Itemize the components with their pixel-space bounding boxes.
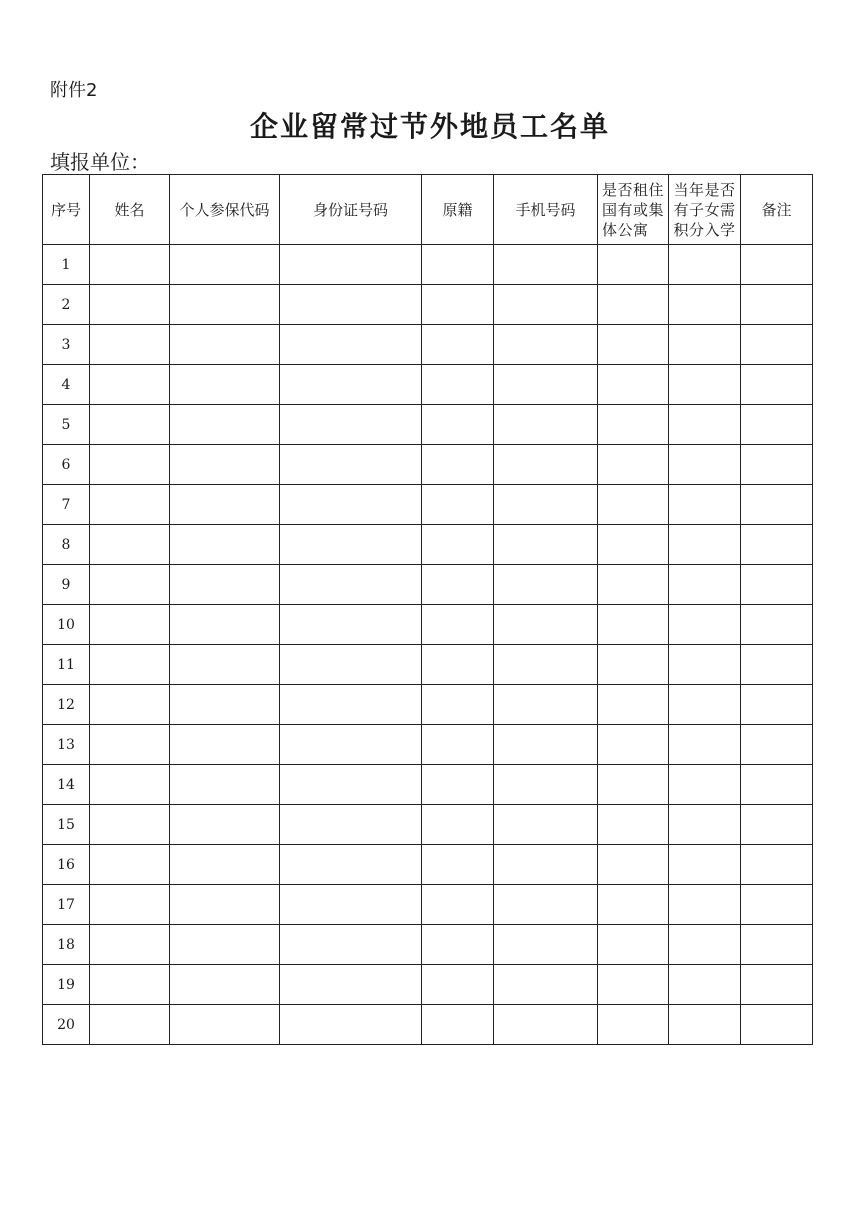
remarks-cell[interactable] <box>741 725 813 765</box>
name-cell[interactable] <box>90 605 170 645</box>
id-number-cell[interactable] <box>280 245 422 285</box>
row-number: 13 <box>43 725 90 765</box>
phone-number-cell[interactable] <box>494 925 598 965</box>
phone-number-cell[interactable] <box>494 965 598 1005</box>
name-cell[interactable] <box>90 245 170 285</box>
child-school-points-cell[interactable] <box>669 885 741 925</box>
table-row <box>43 565 813 605</box>
header-name: 姓名 <box>90 175 170 245</box>
name-cell[interactable] <box>90 285 170 325</box>
id-number-cell[interactable] <box>280 365 422 405</box>
id-number-cell[interactable] <box>280 525 422 565</box>
phone-number-cell[interactable] <box>494 605 598 645</box>
hometown-cell[interactable] <box>422 325 494 365</box>
public-apartment-cell[interactable] <box>598 885 669 925</box>
hometown-cell[interactable] <box>422 525 494 565</box>
public-apartment-cell[interactable] <box>598 1005 669 1045</box>
table-row <box>43 405 813 445</box>
hometown-cell[interactable] <box>422 845 494 885</box>
row-number: 20 <box>43 1005 90 1045</box>
name-cell[interactable] <box>90 965 170 1005</box>
remarks-cell[interactable] <box>741 845 813 885</box>
child-school-points-cell[interactable] <box>669 925 741 965</box>
phone-number-cell[interactable] <box>494 445 598 485</box>
remarks-cell[interactable] <box>741 805 813 845</box>
hometown-cell[interactable] <box>422 805 494 845</box>
id-number-cell[interactable] <box>280 405 422 445</box>
public-apartment-cell[interactable] <box>598 445 669 485</box>
row-number: 9 <box>43 565 90 605</box>
public-apartment-cell[interactable] <box>598 405 669 445</box>
name-cell[interactable] <box>90 845 170 885</box>
hometown-cell[interactable] <box>422 445 494 485</box>
table-row <box>43 765 813 805</box>
insurance-code-cell[interactable] <box>170 725 280 765</box>
row-number: 14 <box>43 765 90 805</box>
header-phone-number: 手机号码 <box>494 175 598 245</box>
name-cell[interactable] <box>90 525 170 565</box>
child-school-points-cell[interactable] <box>669 285 741 325</box>
header-child-school-points <box>669 175 741 245</box>
child-school-points-cell[interactable] <box>669 325 741 365</box>
row-number: 11 <box>43 645 90 685</box>
name-cell[interactable] <box>90 1005 170 1045</box>
id-number-cell[interactable] <box>280 445 422 485</box>
public-apartment-cell[interactable] <box>598 965 669 1005</box>
id-number-cell[interactable] <box>280 765 422 805</box>
insurance-code-cell[interactable] <box>170 245 280 285</box>
child-school-points-cell[interactable] <box>669 805 741 845</box>
row-number: 5 <box>43 405 90 445</box>
row-number: 2 <box>43 285 90 325</box>
table-row <box>43 925 813 965</box>
child-school-points-cell[interactable] <box>669 365 741 405</box>
child-school-points-cell[interactable] <box>669 565 741 605</box>
name-cell[interactable] <box>90 685 170 725</box>
remarks-cell[interactable] <box>741 405 813 445</box>
table-row <box>43 525 813 565</box>
id-number-cell[interactable] <box>280 285 422 325</box>
public-apartment-cell[interactable] <box>598 325 669 365</box>
row-number: 10 <box>43 605 90 645</box>
public-apartment-cell[interactable] <box>598 525 669 565</box>
phone-number-cell[interactable] <box>494 285 598 325</box>
phone-number-cell[interactable] <box>494 765 598 805</box>
hometown-cell[interactable] <box>422 925 494 965</box>
id-number-cell[interactable] <box>280 645 422 685</box>
insurance-code-cell[interactable] <box>170 325 280 365</box>
hometown-cell[interactable] <box>422 1005 494 1045</box>
remarks-cell[interactable] <box>741 685 813 725</box>
insurance-code-cell[interactable] <box>170 445 280 485</box>
child-school-points-cell[interactable] <box>669 685 741 725</box>
phone-number-cell[interactable] <box>494 405 598 445</box>
insurance-code-cell[interactable] <box>170 965 280 1005</box>
child-school-points-cell[interactable] <box>669 445 741 485</box>
table-row <box>43 1005 813 1045</box>
row-number: 1 <box>43 245 90 285</box>
id-number-cell[interactable] <box>280 845 422 885</box>
child-school-points-cell[interactable] <box>669 845 741 885</box>
insurance-code-cell[interactable] <box>170 365 280 405</box>
public-apartment-cell[interactable] <box>598 805 669 845</box>
public-apartment-cell[interactable] <box>598 925 669 965</box>
hometown-cell[interactable] <box>422 285 494 325</box>
name-cell[interactable] <box>90 805 170 845</box>
hometown-cell[interactable] <box>422 605 494 645</box>
row-number: 8 <box>43 525 90 565</box>
public-apartment-cell[interactable] <box>598 765 669 805</box>
name-cell[interactable] <box>90 365 170 405</box>
header-insurance-code: 个人参保代码 <box>170 175 280 245</box>
hometown-cell[interactable] <box>422 245 494 285</box>
insurance-code-cell[interactable] <box>170 845 280 885</box>
remarks-cell[interactable] <box>741 765 813 805</box>
name-cell[interactable] <box>90 645 170 685</box>
phone-number-cell[interactable] <box>494 325 598 365</box>
table-row <box>43 645 813 685</box>
remarks-cell[interactable] <box>741 365 813 405</box>
insurance-code-cell[interactable] <box>170 765 280 805</box>
id-number-cell[interactable] <box>280 885 422 925</box>
id-number-cell[interactable] <box>280 685 422 725</box>
child-school-points-cell[interactable] <box>669 765 741 805</box>
employee-roster-table <box>42 174 813 1045</box>
row-number: 7 <box>43 485 90 525</box>
insurance-code-cell[interactable] <box>170 885 280 925</box>
remarks-cell[interactable] <box>741 965 813 1005</box>
hometown-cell[interactable] <box>422 965 494 1005</box>
row-number: 18 <box>43 925 90 965</box>
table-row <box>43 725 813 765</box>
name-cell[interactable] <box>90 325 170 365</box>
remarks-cell[interactable] <box>741 1005 813 1045</box>
name-cell[interactable] <box>90 565 170 605</box>
row-number: 3 <box>43 325 90 365</box>
phone-number-cell[interactable] <box>494 485 598 525</box>
remarks-cell[interactable] <box>741 925 813 965</box>
child-school-points-cell[interactable] <box>669 245 741 285</box>
insurance-code-cell[interactable] <box>170 405 280 445</box>
child-school-points-cell[interactable] <box>669 965 741 1005</box>
insurance-code-cell[interactable] <box>170 1005 280 1045</box>
id-number-cell[interactable] <box>280 925 422 965</box>
remarks-cell[interactable] <box>741 485 813 525</box>
public-apartment-cell[interactable] <box>598 565 669 605</box>
reporting-unit-label: 填报单位： <box>50 150 150 174</box>
row-number: 19 <box>43 965 90 1005</box>
phone-number-cell[interactable] <box>494 725 598 765</box>
insurance-code-cell[interactable] <box>170 645 280 685</box>
hometown-cell[interactable] <box>422 485 494 525</box>
table-row <box>43 805 813 845</box>
phone-number-cell[interactable] <box>494 365 598 405</box>
hometown-cell[interactable] <box>422 685 494 725</box>
table-row <box>43 965 813 1005</box>
table-header-row <box>43 175 813 245</box>
phone-number-cell[interactable] <box>494 885 598 925</box>
page-title: 企业留常过节外地员工名单 <box>249 110 610 143</box>
remarks-cell[interactable] <box>741 325 813 365</box>
public-apartment-cell[interactable] <box>598 725 669 765</box>
remarks-cell[interactable] <box>741 445 813 485</box>
id-number-cell[interactable] <box>280 805 422 845</box>
insurance-code-cell[interactable] <box>170 285 280 325</box>
public-apartment-cell[interactable] <box>598 645 669 685</box>
public-apartment-cell[interactable] <box>598 245 669 285</box>
public-apartment-cell[interactable] <box>598 605 669 645</box>
insurance-code-cell[interactable] <box>170 685 280 725</box>
table-row <box>43 485 813 525</box>
insurance-code-cell[interactable] <box>170 565 280 605</box>
name-cell[interactable] <box>90 485 170 525</box>
public-apartment-cell[interactable] <box>598 685 669 725</box>
remarks-cell[interactable] <box>741 525 813 565</box>
phone-number-cell[interactable] <box>494 1005 598 1045</box>
row-number: 16 <box>43 845 90 885</box>
insurance-code-cell[interactable] <box>170 925 280 965</box>
insurance-code-cell[interactable] <box>170 485 280 525</box>
table-row <box>43 365 813 405</box>
name-cell[interactable] <box>90 885 170 925</box>
hometown-cell[interactable] <box>422 365 494 405</box>
row-number: 15 <box>43 805 90 845</box>
insurance-code-cell[interactable] <box>170 525 280 565</box>
child-school-points-cell[interactable] <box>669 725 741 765</box>
public-apartment-cell[interactable] <box>598 365 669 405</box>
table-body <box>43 245 813 1045</box>
header-remarks: 备注 <box>741 175 813 245</box>
id-number-cell[interactable] <box>280 1005 422 1045</box>
hometown-cell[interactable] <box>422 405 494 445</box>
hometown-cell[interactable] <box>422 645 494 685</box>
public-apartment-cell[interactable] <box>598 845 669 885</box>
id-number-cell[interactable] <box>280 485 422 525</box>
table-row <box>43 325 813 365</box>
id-number-cell[interactable] <box>280 725 422 765</box>
header-serial-number: 序号 <box>43 175 90 245</box>
header-id-number: 身份证号码 <box>280 175 422 245</box>
phone-number-cell[interactable] <box>494 805 598 845</box>
name-cell[interactable] <box>90 725 170 765</box>
public-apartment-cell[interactable] <box>598 485 669 525</box>
attachment-label: 附件2 <box>50 80 98 101</box>
phone-number-cell[interactable] <box>494 645 598 685</box>
table-row <box>43 885 813 925</box>
table-row <box>43 245 813 285</box>
phone-number-cell[interactable] <box>494 245 598 285</box>
child-school-points-cell[interactable] <box>669 485 741 525</box>
child-school-points-cell[interactable] <box>669 405 741 445</box>
header-public-apartment-text: 是否租住国有或集体公寓 <box>602 180 665 239</box>
phone-number-cell[interactable] <box>494 525 598 565</box>
insurance-code-cell[interactable] <box>170 605 280 645</box>
remarks-cell[interactable] <box>741 645 813 685</box>
row-number: 4 <box>43 365 90 405</box>
row-number: 12 <box>43 685 90 725</box>
hometown-cell[interactable] <box>422 885 494 925</box>
hometown-cell[interactable] <box>422 565 494 605</box>
name-cell[interactable] <box>90 445 170 485</box>
remarks-cell[interactable] <box>741 245 813 285</box>
phone-number-cell[interactable] <box>494 565 598 605</box>
table-row <box>43 845 813 885</box>
id-number-cell[interactable] <box>280 565 422 605</box>
id-number-cell[interactable] <box>280 325 422 365</box>
table-row <box>43 285 813 325</box>
phone-number-cell[interactable] <box>494 845 598 885</box>
phone-number-cell[interactable] <box>494 685 598 725</box>
header-public-apartment <box>598 175 669 245</box>
hometown-cell[interactable] <box>422 765 494 805</box>
child-school-points-cell[interactable] <box>669 1005 741 1045</box>
name-cell[interactable] <box>90 765 170 805</box>
row-number: 17 <box>43 885 90 925</box>
remarks-cell[interactable] <box>741 605 813 645</box>
remarks-cell[interactable] <box>741 285 813 325</box>
public-apartment-cell[interactable] <box>598 285 669 325</box>
table-row <box>43 445 813 485</box>
remarks-cell[interactable] <box>741 885 813 925</box>
table-row <box>43 605 813 645</box>
child-school-points-cell[interactable] <box>669 525 741 565</box>
insurance-code-cell[interactable] <box>170 805 280 845</box>
hometown-cell[interactable] <box>422 725 494 765</box>
name-cell[interactable] <box>90 925 170 965</box>
child-school-points-cell[interactable] <box>669 605 741 645</box>
remarks-cell[interactable] <box>741 565 813 605</box>
table-row <box>43 685 813 725</box>
header-hometown: 原籍 <box>422 175 494 245</box>
child-school-points-cell[interactable] <box>669 645 741 685</box>
name-cell[interactable] <box>90 405 170 445</box>
id-number-cell[interactable] <box>280 965 422 1005</box>
id-number-cell[interactable] <box>280 605 422 645</box>
header-child-school-points-text: 当年是否有子女需积分入学 <box>673 180 736 239</box>
row-number: 6 <box>43 445 90 485</box>
